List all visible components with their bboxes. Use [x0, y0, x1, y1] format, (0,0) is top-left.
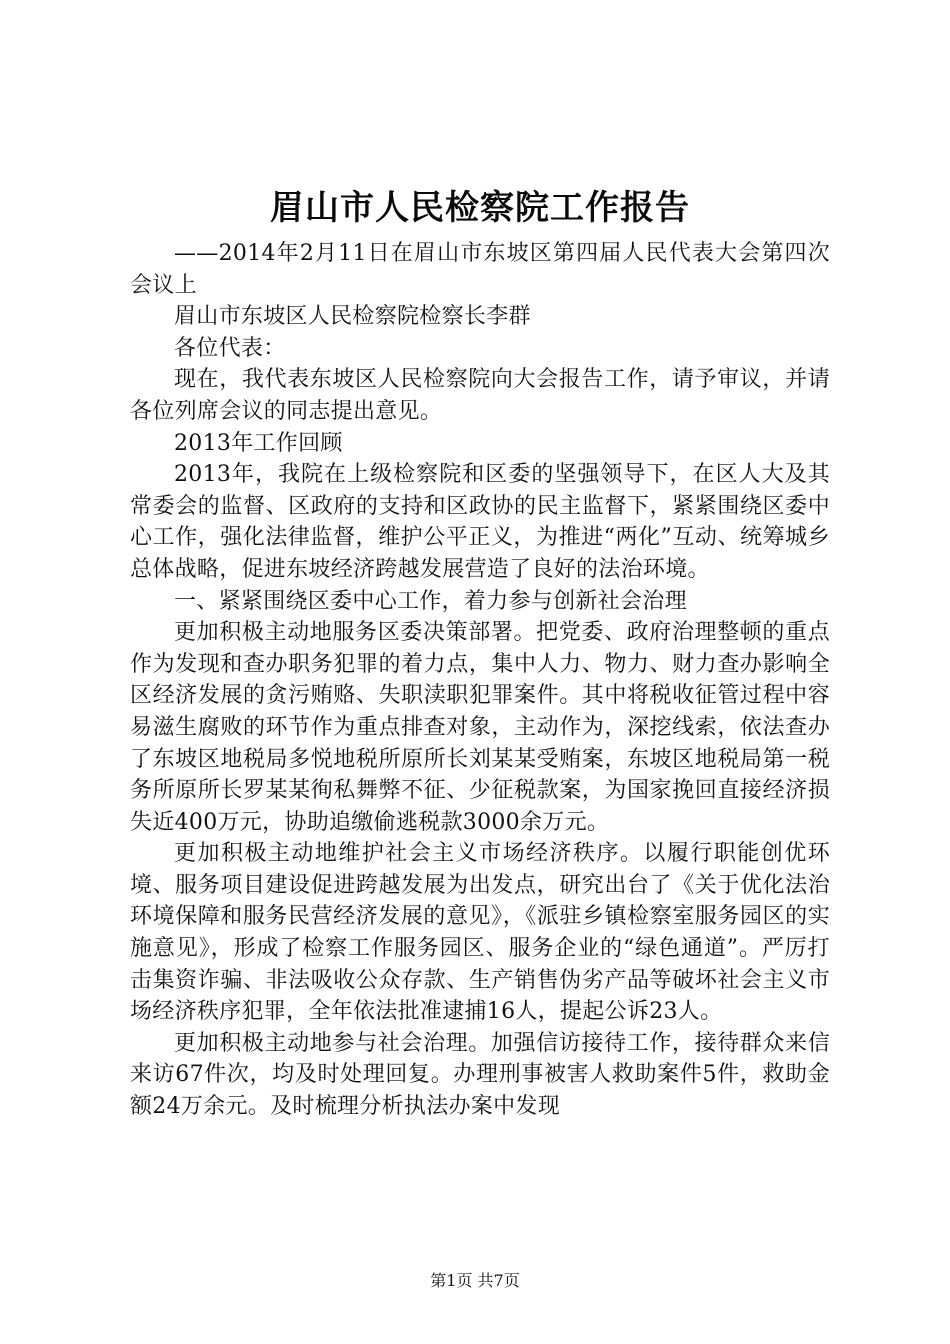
page-number: 第1页 共7页 [430, 1271, 520, 1290]
section-heading: 一、紧紧围绕区委中心工作，着力参与创新社会治理 [174, 588, 687, 614]
document-title: 眉山市人民检察院工作报告 [270, 188, 690, 228]
author-line: 眉山市东坡区人民检察院检察长李群 [174, 304, 531, 330]
body-paragraph: 更加积极主动地参与社会治理。加强信访接待工作，接待群众来信来访67件次，均及时处理回复。办理刑事被害人救助案件5件，救助金额24万余元。及时梳理分析执法办案中发现 [130, 1030, 830, 1120]
body-paragraph: 2013年，我院在上级检察院和区委的坚强领导下，在区人大及其常委会的监督、区政府的支持和区政协的民主监督下，紧紧围绕区委中心工作，强化法律监督，维护公平正义，为推进“两化”互动、统筹城乡总体战略，促进东坡经济跨越发展营造了良好的法治环境。 [130, 462, 830, 582]
body-paragraph: 更加积极主动地服务区委决策部署。把党委、政府治理整顿的重点作为发现和查办职务犯罪的着力点，集中人力、物力、财力查办影响全区经济发展的贪污贿赂、失职渎职犯罪案件。其中将税收征管过程中容易滋生腐败的环节作为重点排查对象，主动作为，深挖线索，依法查办了东坡区地税局多悦地税所原所长刘某某受贿案，东坡区地税局第一税务所原所长罗某某徇私舞弊不征、少征税款案，为国家挽回直接经济损失近400万元，协助追缴偷逃税款3000余万元。 [130, 620, 830, 835]
subtitle-line: ——2014年2月11日在眉山市东坡区第四届人民代表大会第四次会议上 [130, 241, 830, 298]
body-paragraph: 现在，我代表东坡区人民检察院向大会报告工作，请予审议，并请各位列席会议的同志提出意见。 [130, 367, 830, 424]
document-body [130, 182, 830, 1123]
section-heading: 2013年工作回顾 [174, 430, 343, 456]
body-paragraph: 更加积极主动地维护社会主义市场经济秩序。以履行职能创优环境、服务项目建设促进跨越发展为出发点，研究出台了《关于优化法治环境保障和服务民营经济发展的意见》，《派驻乡镇检察室服务园区的实施意见》，形成了检察工作服务园区、服务企业的“绿色通道”。严厉打击集资诈骗、非法吸收公众存款、生产销售伪劣产品等破坏社会主义市场经济秩序犯罪，全年依法批准逮捕16人，提起公诉23人。 [130, 841, 830, 1025]
salutation: 各位代表： [174, 335, 286, 361]
